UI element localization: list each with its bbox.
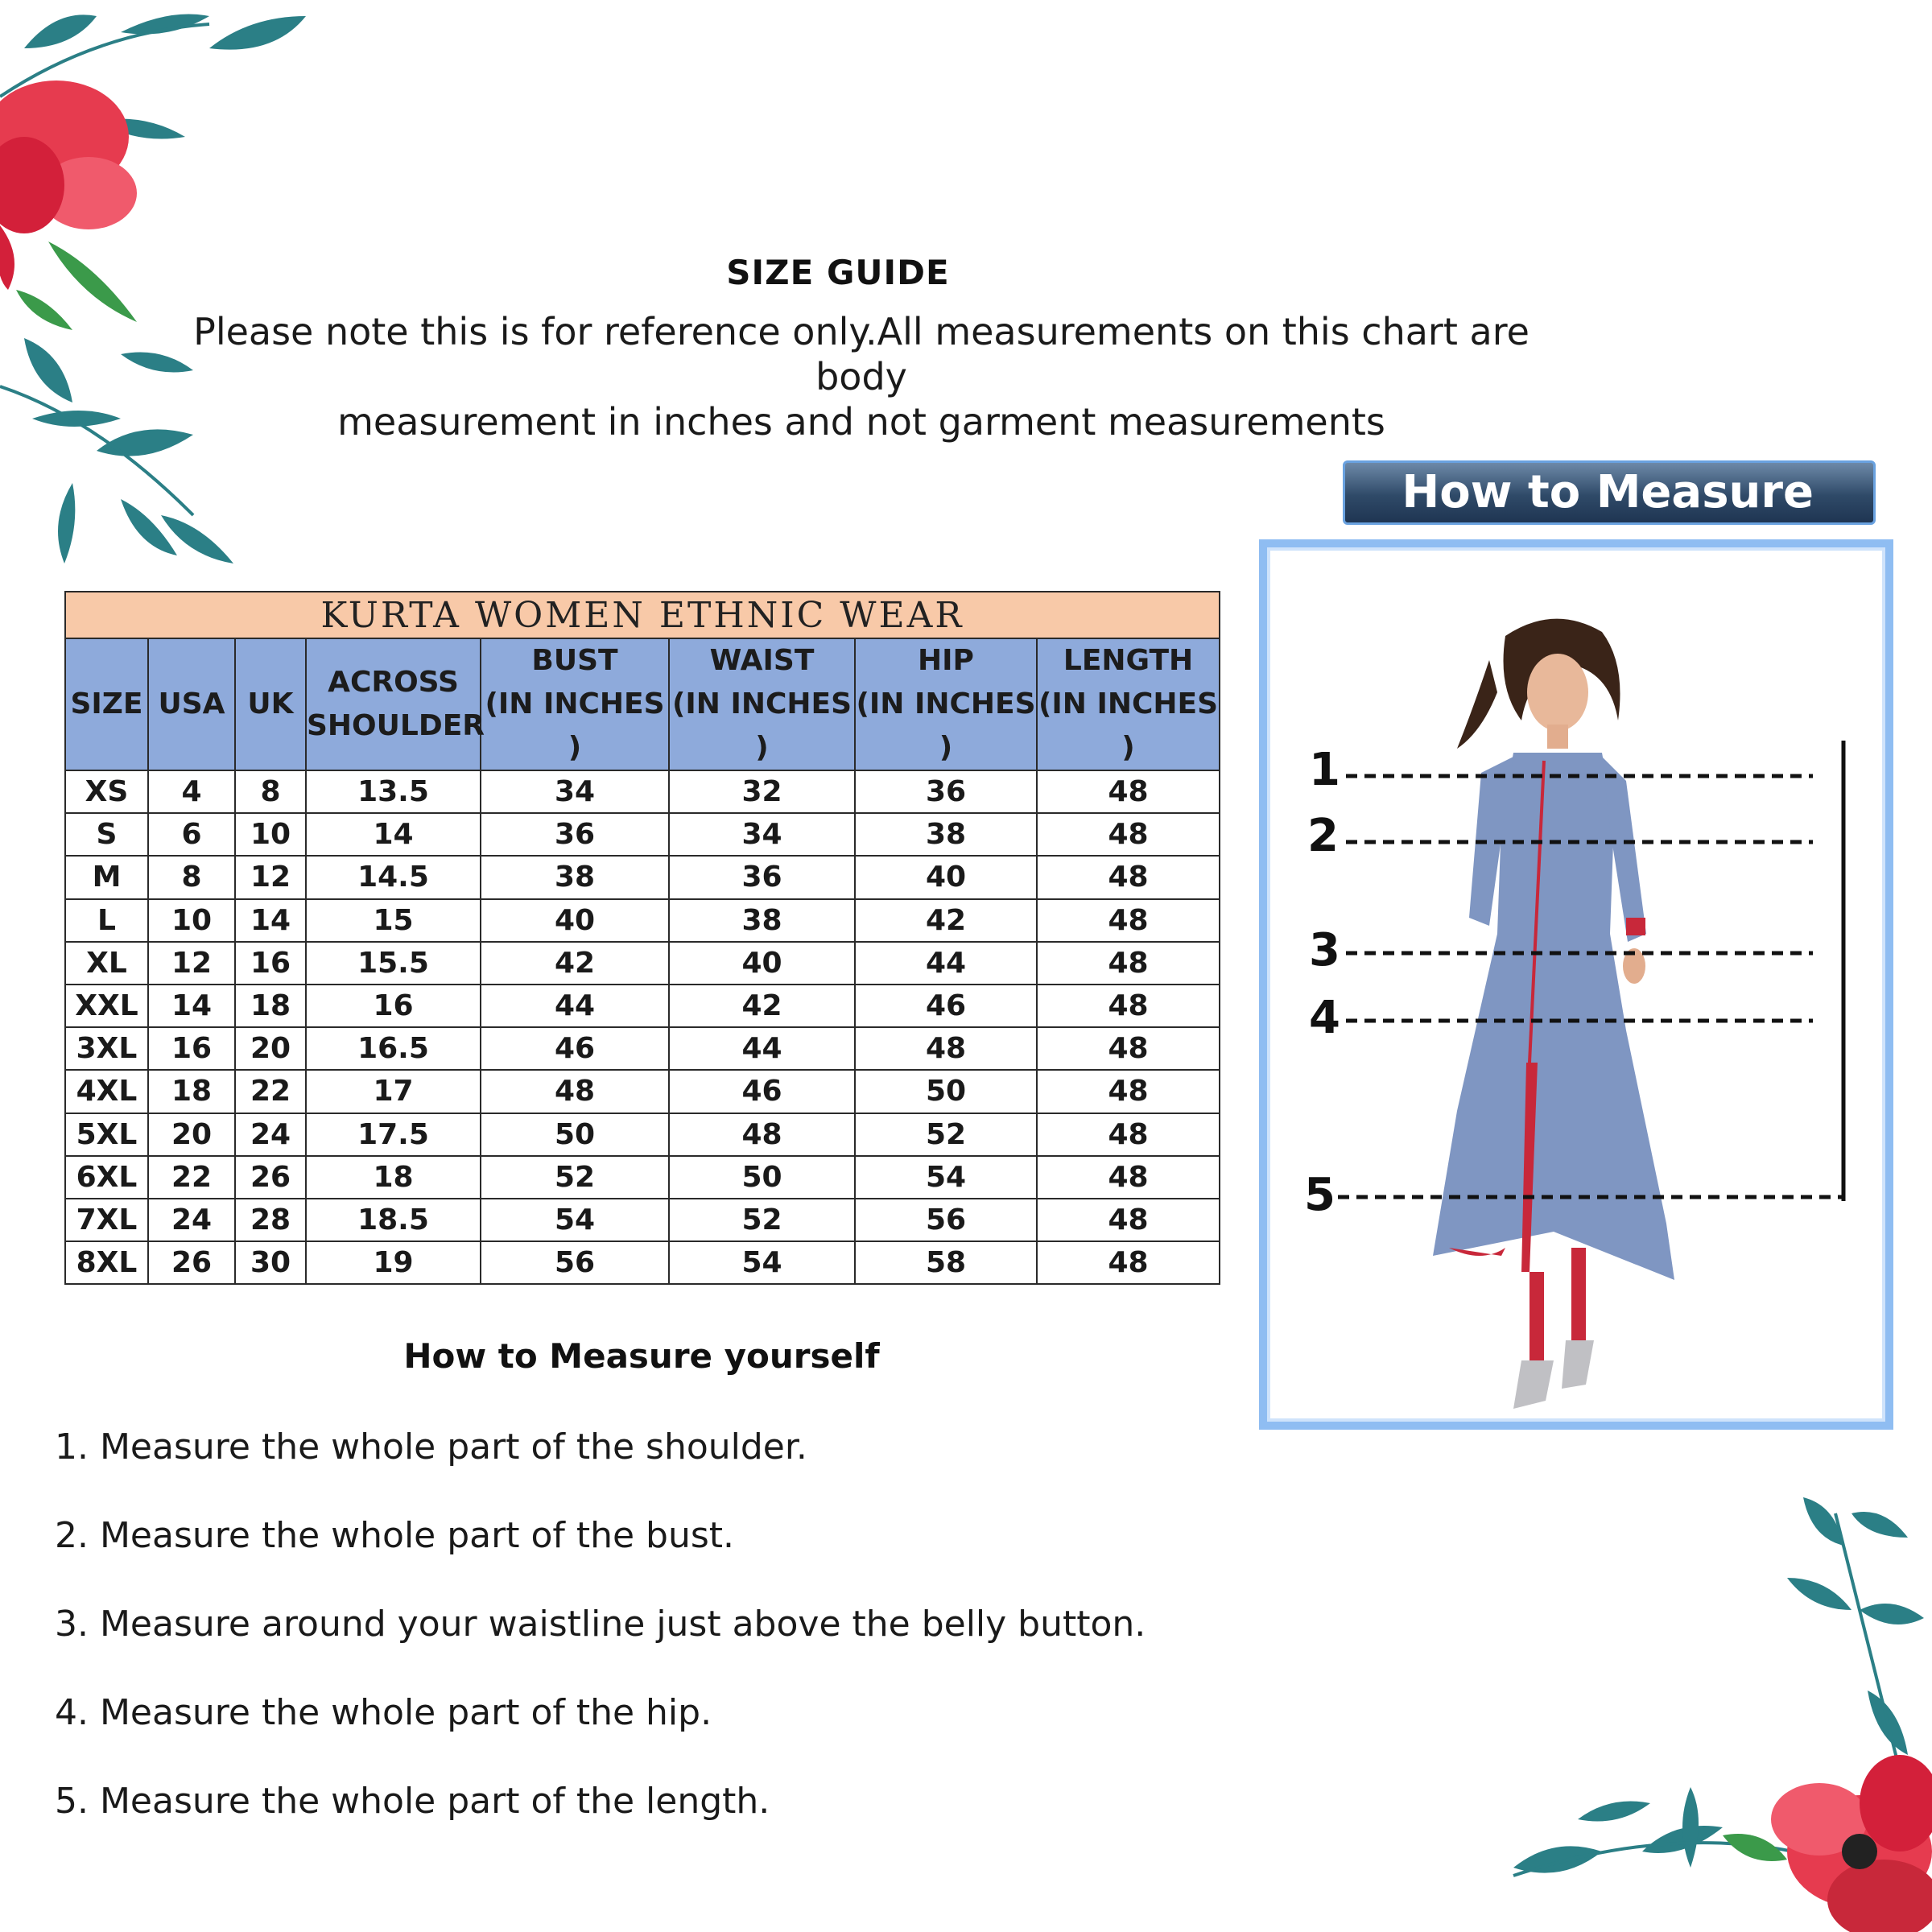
table-cell: XXL bbox=[65, 985, 148, 1027]
instruction-step: 4. Measure the whole part of the hip. bbox=[55, 1692, 712, 1733]
column-header: HIP (IN INCHES ) bbox=[855, 638, 1037, 770]
column-header: SIZE bbox=[65, 638, 148, 770]
table-cell: 48 bbox=[1037, 1199, 1220, 1241]
instruction-step: 2. Measure the whole part of the bust. bbox=[55, 1515, 735, 1556]
table-cell: 4XL bbox=[65, 1070, 148, 1113]
reference-note bbox=[161, 309, 1562, 444]
table-cell: 6 bbox=[148, 813, 235, 856]
table-cell: 10 bbox=[235, 813, 306, 856]
table-cell: 40 bbox=[855, 856, 1037, 898]
table-cell: 52 bbox=[481, 1156, 669, 1199]
table-cell: 8 bbox=[148, 856, 235, 898]
table-row bbox=[65, 899, 1220, 942]
table-cell: 14.5 bbox=[306, 856, 481, 898]
column-header: UK bbox=[235, 638, 306, 770]
table-cell: 38 bbox=[669, 899, 855, 942]
table-cell: 8XL bbox=[65, 1241, 148, 1284]
measure-marker-2: 2 bbox=[1307, 810, 1339, 862]
table-cell: 48 bbox=[1037, 899, 1220, 942]
table-cell: 48 bbox=[1037, 985, 1220, 1027]
column-header: ACROSS SHOULDER bbox=[306, 638, 481, 770]
table-row bbox=[65, 813, 1220, 856]
table-cell: 12 bbox=[235, 856, 306, 898]
table-cell: 48 bbox=[1037, 770, 1220, 813]
table-cell: 42 bbox=[669, 985, 855, 1027]
table-cell: 54 bbox=[481, 1199, 669, 1241]
table-cell: 16 bbox=[235, 942, 306, 985]
table-caption: KURTA WOMEN ETHNIC WEAR bbox=[65, 592, 1220, 638]
table-cell: 8 bbox=[235, 770, 306, 813]
table-cell: 48 bbox=[1037, 1027, 1220, 1070]
table-cell: 14 bbox=[306, 813, 481, 856]
table-cell: 14 bbox=[235, 899, 306, 942]
table-cell: 36 bbox=[481, 813, 669, 856]
table-cell: 44 bbox=[669, 1027, 855, 1070]
table-cell: S bbox=[65, 813, 148, 856]
table-cell: 48 bbox=[1037, 1113, 1220, 1156]
table-row bbox=[65, 1156, 1220, 1199]
size-chart-table bbox=[64, 591, 1220, 1285]
reference-note-line-1: Please note this is for reference only.All measurements on this chart are body bbox=[193, 310, 1530, 398]
table-cell: 52 bbox=[855, 1113, 1037, 1156]
table-cell: 58 bbox=[855, 1241, 1037, 1284]
table-cell: 48 bbox=[1037, 942, 1220, 985]
table-cell: 46 bbox=[855, 985, 1037, 1027]
instruction-step: 3. Measure around your waistline just above the belly button. bbox=[55, 1604, 1146, 1645]
table-cell: 18 bbox=[148, 1070, 235, 1113]
table-cell: 42 bbox=[855, 899, 1037, 942]
table-header-row bbox=[65, 638, 1220, 770]
table-cell: 17.5 bbox=[306, 1113, 481, 1156]
table-cell: 30 bbox=[235, 1241, 306, 1284]
table-cell: 18.5 bbox=[306, 1199, 481, 1241]
table-cell: 54 bbox=[669, 1241, 855, 1284]
table-cell: 28 bbox=[235, 1199, 306, 1241]
table-cell: L bbox=[65, 899, 148, 942]
table-row bbox=[65, 1070, 1220, 1113]
table-row bbox=[65, 985, 1220, 1027]
table-cell: 7XL bbox=[65, 1199, 148, 1241]
table-cell: 34 bbox=[481, 770, 669, 813]
table-cell: 18 bbox=[306, 1156, 481, 1199]
table-cell: 48 bbox=[1037, 1070, 1220, 1113]
floral-decoration-top-left bbox=[0, 0, 338, 612]
table-cell: M bbox=[65, 856, 148, 898]
table-cell: 56 bbox=[481, 1241, 669, 1284]
measure-marker-5: 5 bbox=[1304, 1169, 1335, 1221]
table-cell: 20 bbox=[148, 1113, 235, 1156]
table-row bbox=[65, 1199, 1220, 1241]
table-row bbox=[65, 856, 1220, 898]
table-cell: 5XL bbox=[65, 1113, 148, 1156]
column-header: WAIST (IN INCHES ) bbox=[669, 638, 855, 770]
table-cell: 50 bbox=[855, 1070, 1037, 1113]
table-cell: 50 bbox=[669, 1156, 855, 1199]
table-cell: 4 bbox=[148, 770, 235, 813]
table-cell: 16.5 bbox=[306, 1027, 481, 1070]
table-cell: 22 bbox=[235, 1070, 306, 1113]
table-cell: 22 bbox=[148, 1156, 235, 1199]
column-header: USA bbox=[148, 638, 235, 770]
how-to-measure-banner: How to Measure bbox=[1343, 460, 1876, 525]
table-cell: 38 bbox=[481, 856, 669, 898]
measure-lines bbox=[1288, 724, 1868, 1240]
table-cell: 50 bbox=[481, 1113, 669, 1156]
table-cell: 15 bbox=[306, 899, 481, 942]
table-cell: 46 bbox=[481, 1027, 669, 1070]
table-row bbox=[65, 1241, 1220, 1284]
table-cell: 18 bbox=[235, 985, 306, 1027]
table-cell: 36 bbox=[669, 856, 855, 898]
table-cell: 44 bbox=[481, 985, 669, 1027]
table-cell: 26 bbox=[235, 1156, 306, 1199]
measure-marker-1: 1 bbox=[1309, 744, 1340, 796]
table-cell: 48 bbox=[855, 1027, 1037, 1070]
table-cell: XL bbox=[65, 942, 148, 985]
reference-note-line-2: measurement in inches and not garment measurements bbox=[337, 400, 1385, 444]
how-to-measure-title: How to Measure yourself bbox=[403, 1336, 880, 1376]
table-cell: 38 bbox=[855, 813, 1037, 856]
table-cell: 44 bbox=[855, 942, 1037, 985]
table-cell: 48 bbox=[669, 1113, 855, 1156]
table-cell: XS bbox=[65, 770, 148, 813]
column-header: LENGTH (IN INCHES ) bbox=[1037, 638, 1220, 770]
table-cell: 32 bbox=[669, 770, 855, 813]
table-cell: 42 bbox=[481, 942, 669, 985]
table-cell: 16 bbox=[306, 985, 481, 1027]
table-cell: 52 bbox=[669, 1199, 855, 1241]
table-row bbox=[65, 1113, 1220, 1156]
table-cell: 48 bbox=[1037, 856, 1220, 898]
table-cell: 48 bbox=[1037, 1241, 1220, 1284]
table-cell: 48 bbox=[1037, 1156, 1220, 1199]
table-cell: 46 bbox=[669, 1070, 855, 1113]
table-cell: 6XL bbox=[65, 1156, 148, 1199]
table-cell: 14 bbox=[148, 985, 235, 1027]
table-cell: 54 bbox=[855, 1156, 1037, 1199]
table-row bbox=[65, 770, 1220, 813]
table-cell: 19 bbox=[306, 1241, 481, 1284]
table-cell: 40 bbox=[669, 942, 855, 985]
floral-decoration-bottom-right bbox=[1481, 1481, 1932, 1932]
table-cell: 40 bbox=[481, 899, 669, 942]
table-cell: 3XL bbox=[65, 1027, 148, 1070]
instruction-step: 1. Measure the whole part of the shoulder. bbox=[55, 1426, 807, 1468]
table-row bbox=[65, 942, 1220, 985]
table-cell: 24 bbox=[235, 1113, 306, 1156]
table-cell: 24 bbox=[148, 1199, 235, 1241]
table-cell: 26 bbox=[148, 1241, 235, 1284]
table-cell: 12 bbox=[148, 942, 235, 985]
table-row bbox=[65, 1027, 1220, 1070]
table-cell: 34 bbox=[669, 813, 855, 856]
instruction-step: 5. Measure the whole part of the length. bbox=[55, 1781, 770, 1822]
table-cell: 56 bbox=[855, 1199, 1037, 1241]
measure-marker-4: 4 bbox=[1309, 992, 1340, 1044]
table-cell: 15.5 bbox=[306, 942, 481, 985]
table-cell: 36 bbox=[855, 770, 1037, 813]
table-cell: 17 bbox=[306, 1070, 481, 1113]
table-cell: 48 bbox=[481, 1070, 669, 1113]
table-cell: 16 bbox=[148, 1027, 235, 1070]
table-cell: 13.5 bbox=[306, 770, 481, 813]
table-cell: 20 bbox=[235, 1027, 306, 1070]
table-cell: 48 bbox=[1037, 813, 1220, 856]
page-title: SIZE GUIDE bbox=[726, 253, 950, 292]
column-header: BUST (IN INCHES ) bbox=[481, 638, 669, 770]
measure-marker-3: 3 bbox=[1309, 924, 1340, 976]
table-cell: 10 bbox=[148, 899, 235, 942]
